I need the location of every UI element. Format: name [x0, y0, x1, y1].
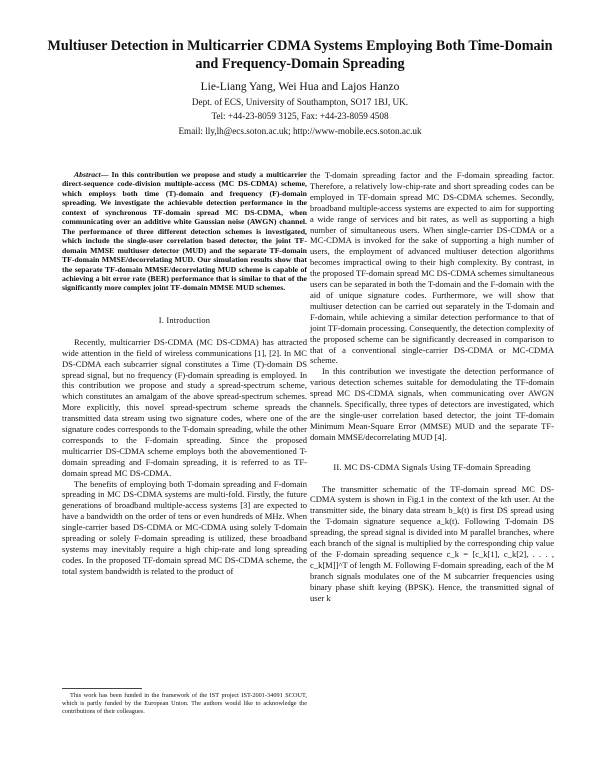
abstract	[62, 170, 307, 293]
right-paragraph-2: In this contribution we investigate the detection performance of various detection schemes suitable for demodulating the TF-domain spread MC DS-CDMA signals, when communicating over AWGN channels. Specifically, three types of detectors are investigated, which are the single-user correlation based detector, the joint TF-domain Minimum Mean-Square Error (MMSE) MUD and the separate TF-domain MMSE/decorrelating MUD [4].	[310, 366, 554, 442]
intro-paragraph-1: Recently, multicarrier DS-CDMA (MC DS-CDMA) has attracted wide attention in the field of wireless communications [1], [2]. In MC DS-CDMA each subcarrier signal constitutes a Time (T)-domain DS spread signal, but no frequency (F)-domain spreading is employed. In this contribution we propose and study a spread-spectrum scheme, which constitutes an amalgam of the above spread-spectrum schemes. More explicitly, this novel spread-spectrum scheme spreads the transmitted data stream using two signature codes, where one of the signature codes corresponds to the T-domain spreading, while the other corresponds to the F-domain spreading. Since the proposed multicarrier DS-CDMA scheme employs both the abovementioned T-domain spreading and F-domain spreading, it is referred to as TF-domain spread MC DS-CDMA.	[62, 336, 307, 478]
tel-fax: Tel: +44-23-8059 3125, Fax: +44-23-8059 4508	[211, 111, 389, 121]
section-heading-introduction: I. Introduction	[158, 315, 211, 325]
footnote-rule	[62, 688, 142, 689]
abstract-label: Abstract	[74, 170, 101, 179]
section-2-paragraph: The transmitter schematic of the TF-domain spread MC DS-CDMA system is shown in Fig.1 in the context of the kth user. At the transmitter side, the binary data stream b_k(t) is first DS spread using the T-domain signature sequence a_k(t). Following T-domain DS spreading, the spread signal is divided into M parallel branches, where each branch of the signal is multiplied by the corresponding chip value of the F-domain spreading sequence c_k = [c_k[1], c_k[2], . . . , c_k[M]]^T of length M. Following F-domain spreading, each of the M branch signals modulates one of the M subcarrier frequencies using binary phase shift keying (BPSK). Hence, the transmitted signal of user k	[310, 483, 554, 603]
footnote: This work has been funded in the framework of the IST project IST-2001-34091 SCOUT, which is partly funded by the European Union. The authors would like to acknowledge the contributions of their colleagues.	[62, 692, 307, 715]
right-paragraph-1: the T-domain spreading factor and the F-domain spreading factor. Therefore, a relatively low-chip-rate and short spreading codes can be employed in TF-domain spread MC DS-CDMA schemes. Secondly, broadband multiple-access systems are expected to aim for supporting a wide range of services and bit rates, as well as supporting a high number of simultaneous users. When single-carrier DS-CDMA or a MC-CDMA is invoked for the sake of supporting a high number of users, the employment of advanced multiuser detection algorithms becomes impractical owing to their high complexity. By contrast, in the proposed TF-domain spread MC DS-CDMA schemes simultaneous users can be separated in both the T-domain and the F-domain with the aid of unique signature codes. Furthermore, we will show that multiuser detection can be carried out separately in the T-domain and F-domain, while achieving a similar detection performance to that of joint TF-domain processing. Consequently, the detection complexity of the proposed scheme can be significantly decreased in comparison to that of a conventional single-carrier DS-CDMA or MC-CDMA scheme.	[310, 170, 554, 366]
affiliation: Dept. of ECS, University of Southampton, SO17 1BJ, UK.	[191, 97, 409, 107]
left-column	[62, 170, 307, 577]
section-heading-2: II. MC DS-CDMA Signals Using TF-domain Spreading	[333, 462, 531, 472]
right-column	[310, 170, 554, 604]
abstract-text: — In this contribution we propose and study a multicarrier direct-sequence code-division multiple-access (MC DS-CDMA) scheme, which employs both time (T)-domain and frequency (F)-domain spreading. We investigate the achievable detection performance in the context of synchronous TF-domain spread MC DS-CDMA, when communicating over an additive white Gaussian noise (AWGN) channel. The performance of three different detection schemes is investigated, which include the single-user correlation based detector, the joint TF-domain MMSE multiuser detector (MUD) and the separate TF-domain TF-domain MMSE/decorrelating MUD. Our simulation results show that the separate TF-domain MMSE/decorrelating MUD scheme is capable of achieving a bit error rate (BER) performance that is similar to that of the significantly more complex joint TF-domain MMSE MUD schemes.	[62, 170, 307, 293]
paper-title: Multiuser Detection in Multicarrier CDMA Systems Employing Both Time-Domain and Frequency-Domain Spreading	[47, 38, 553, 72]
intro-paragraph-2: The benefits of employing both T-domain spreading and F-domain spreading in MC DS-CDMA systems are multi-fold. Firstly, the future generations of broadband multiple-access systems [3] are expected to have a bandwidth on the order of tens or even hundreds of MHz. When single-carrier based DS-CDMA or MC-CDMA using solely T-domain spreading or solely F-domain spreading is utilized, these broadband systems may inevitably require a high chip-rate and long spreading codes. In the proposed TF-domain spread MC DS-CDMA scheme, the total system bandwidth is related to the product of	[62, 478, 307, 576]
email-line: Email: lly,lh@ecs.soton.ac.uk; http://www-mobile.ecs.soton.ac.uk	[178, 126, 422, 136]
paper-authors: Lie-Liang Yang, Wei Hua and Lajos Hanzo	[200, 81, 400, 93]
